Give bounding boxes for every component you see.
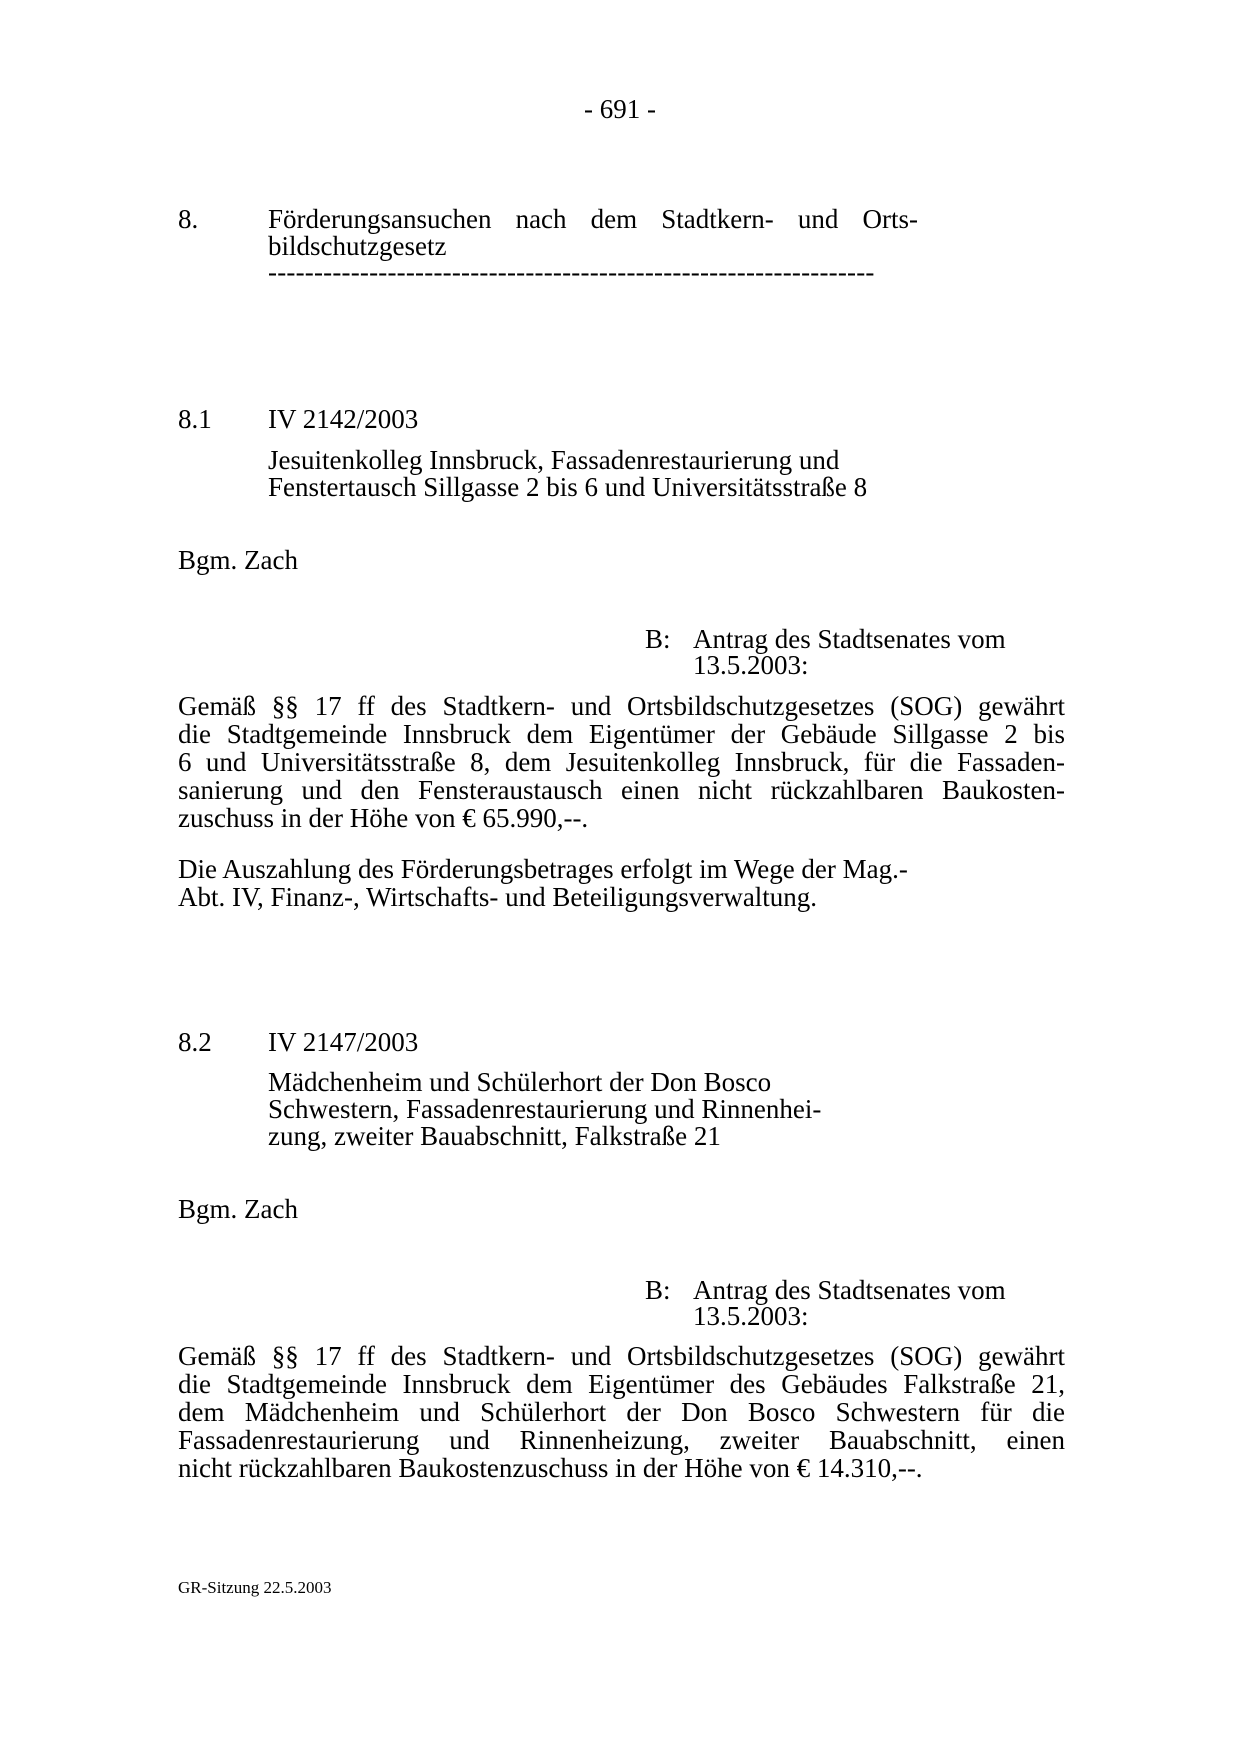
item-code: IV 2147/2003	[268, 1027, 419, 1057]
antrag-date: 13.5.2003:	[693, 1301, 809, 1331]
item-number: 8.1	[178, 404, 212, 434]
section-title-line1: Förderungsansuchen nach dem Stadtkern- und Orts-	[268, 204, 918, 234]
speaker: Bgm. Zach	[178, 545, 298, 575]
antrag-date: 13.5.2003:	[693, 650, 809, 680]
antrag-text: Antrag des Stadtsenates vom	[693, 624, 1006, 654]
paragraph-line: die Stadtgemeinde Innsbruck dem Eigentümer der Gebäude Sillgasse 2 bis	[178, 719, 1065, 749]
item-subject-line: zung, zweiter Bauabschnitt, Falkstraße 21	[268, 1121, 721, 1151]
section-number: 8.	[178, 204, 199, 234]
paragraph-line: Fassadenrestaurierung und Rinnenheizung, zweiter Bauabschnitt, einen	[178, 1425, 1065, 1455]
antrag-label: B:	[645, 624, 671, 654]
paragraph-line: dem Mädchenheim und Schülerhort der Don Bosco Schwestern für die	[178, 1397, 1065, 1427]
decision-paragraph	[178, 1342, 1065, 1482]
footer: GR-Sitzung 22.5.2003	[178, 1578, 332, 1597]
paragraph-line: sanierung und den Fensteraustausch einen nicht rückzahlbaren Baukosten-	[178, 775, 1065, 805]
speaker: Bgm. Zach	[178, 1194, 298, 1224]
decision-paragraph	[178, 692, 1065, 832]
paragraph-line: nicht rückzahlbaren Baukostenzuschuss in der Höhe von € 14.310,--.	[178, 1453, 923, 1483]
section-underline: ------------------------------------------------------------------	[268, 258, 875, 286]
paragraph-line: Gemäß §§ 17 ff des Stadtkern- und Ortsbildschutzgesetzes (SOG) gewährt	[178, 1341, 1065, 1371]
paragraph-line: Gemäß §§ 17 ff des Stadtkern- und Ortsbildschutzgesetzes (SOG) gewährt	[178, 691, 1065, 721]
item-subject-line: Fenstertausch Sillgasse 2 bis 6 und Universitätsstraße 8	[268, 472, 868, 502]
item-subject-line: Schwestern, Fassadenrestaurierung und Rinnenhei-	[268, 1094, 822, 1124]
item-subject-line: Jesuitenkolleg Innsbruck, Fassadenrestaurierung und	[268, 445, 840, 475]
section-title-line2: bildschutzgesetz	[268, 231, 447, 261]
paragraph-line: zuschuss in der Höhe von € 65.990,--.	[178, 803, 589, 833]
payment-paragraph	[178, 855, 1065, 911]
item-subject-line: Mädchenheim und Schülerhort der Don Bosco	[268, 1067, 772, 1097]
antrag-text: Antrag des Stadtsenates vom	[693, 1275, 1006, 1305]
paragraph-line: Abt. IV, Finanz-, Wirtschafts- und Beteiligungsverwaltung.	[178, 882, 818, 912]
item-number: 8.2	[178, 1027, 212, 1057]
paragraph-line: 6 und Universitätsstraße 8, dem Jesuitenkolleg Innsbruck, für die Fassaden-	[178, 747, 1065, 777]
paragraph-line: Die Auszahlung des Förderungsbetrages erfolgt im Wege der Mag.-	[178, 854, 908, 884]
paragraph-line: die Stadtgemeinde Innsbruck dem Eigentümer des Gebäudes Falkstraße 21,	[178, 1369, 1065, 1399]
antrag-label: B:	[645, 1275, 671, 1305]
page-number: - 691 -	[584, 94, 656, 124]
item-code: IV 2142/2003	[268, 404, 419, 434]
